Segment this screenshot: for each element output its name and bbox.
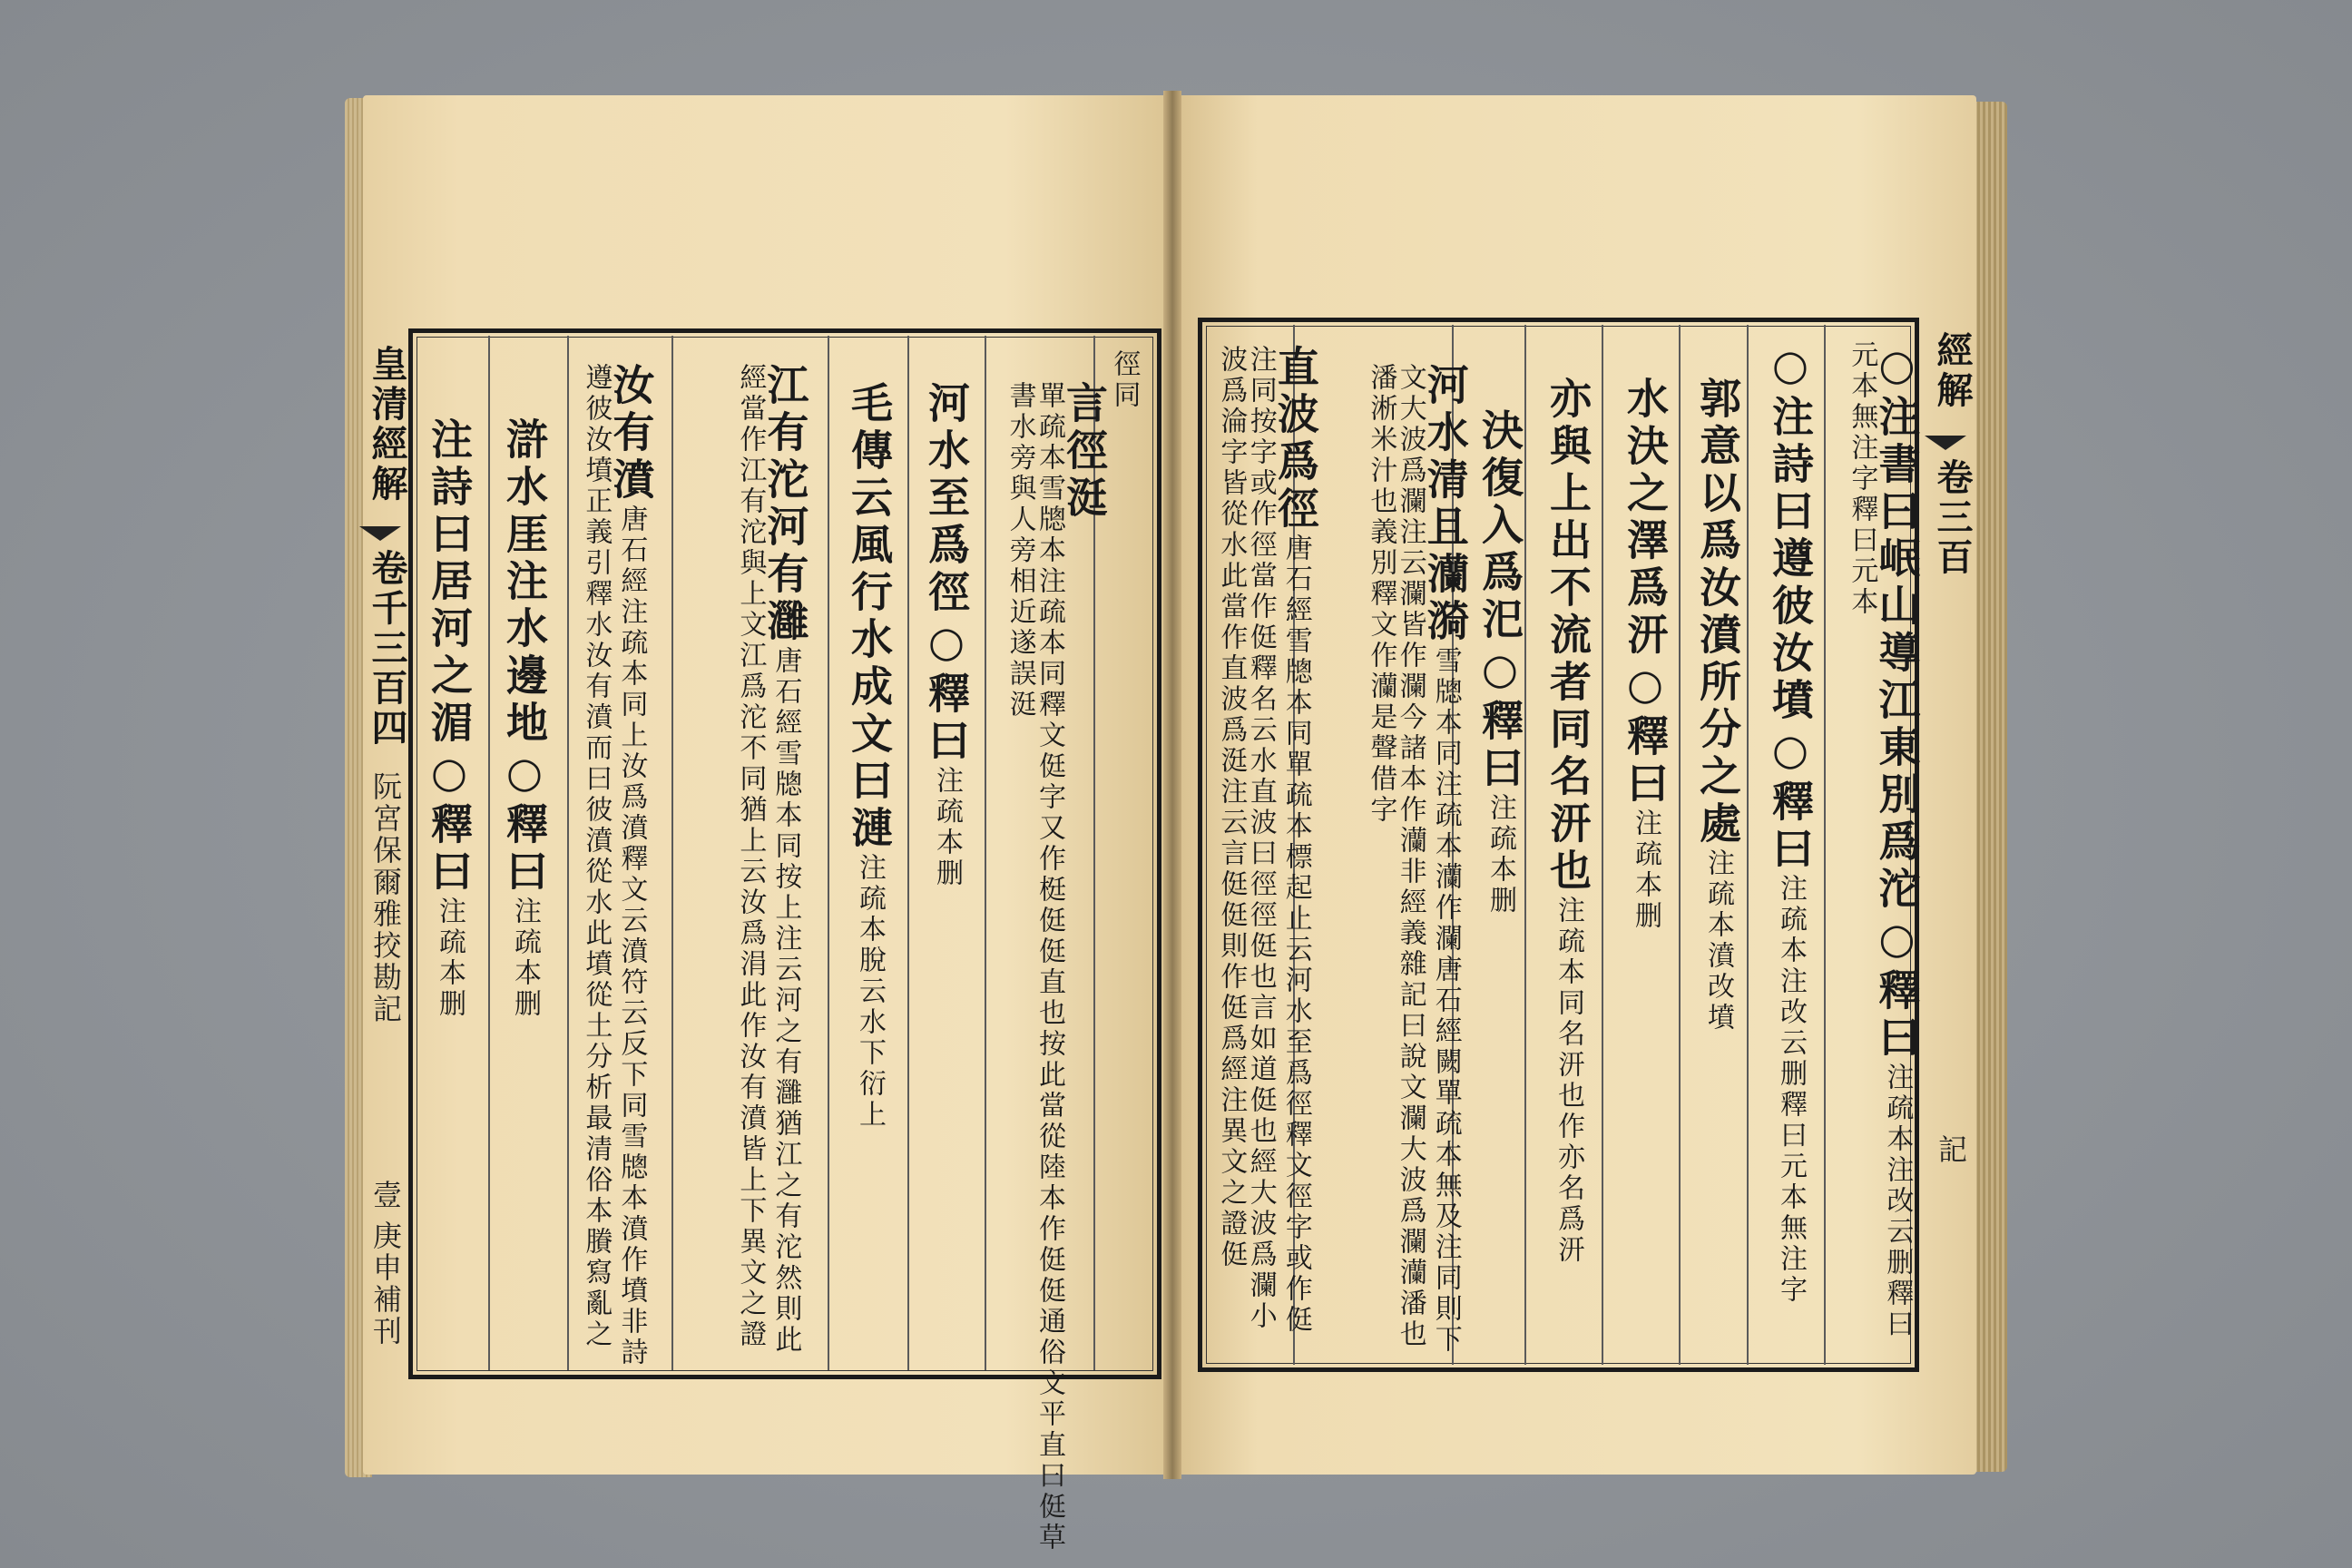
right-column-6-heading: 河水清且灡漪 <box>1420 363 1470 646</box>
column-rule <box>1524 325 1526 1365</box>
right-column-5 <box>1475 408 1524 916</box>
left-column-0-note: 徑同 <box>1108 349 1141 411</box>
right-column-1-note: 注疏本注改云删釋曰元本無注字 <box>1775 874 1807 1306</box>
right-column-6 <box>1365 363 1470 1361</box>
left-column-1-heading: 言徑涏 <box>1060 381 1109 523</box>
column-rule <box>488 336 490 1370</box>
column-rule <box>985 336 986 1370</box>
column-rule <box>1602 325 1603 1365</box>
right-margin-title: 經解 <box>1931 331 1974 411</box>
right-column-4-heading: 亦與上出不流者同名汧也 <box>1544 377 1592 896</box>
left-column-5-heading: 汝有濆 <box>606 363 656 505</box>
right-margin-tail: 記 <box>1934 1134 1968 1166</box>
left-fold-margin <box>354 336 408 1375</box>
left-column-4 <box>734 363 810 1370</box>
left-margin-title: 皇清經解 <box>366 345 408 505</box>
left-column-5-note: 唐石經注疏本同上汝爲濆釋文云濆符云反下同雪牕本濆作墳非詩遵彼汝墳正義引釋水汝有濆而曰彼濆從水此墳從土分析最清俗本賸寫亂之 <box>580 363 648 1368</box>
left-margin-volume: 卷千三百四 <box>366 549 408 749</box>
left-column-0 <box>1108 349 1141 411</box>
right-column-7-heading: 直波爲徑 <box>1270 345 1320 534</box>
right-column-2-note: 注疏本濆改墳 <box>1702 848 1734 1034</box>
right-column-5-note: 注疏本删 <box>1485 793 1516 916</box>
right-column-5-heading: 決復入爲汜○釋曰 <box>1475 408 1524 793</box>
right-column-0 <box>1846 340 1922 1361</box>
right-column-3 <box>1621 377 1670 932</box>
column-rule <box>1679 325 1681 1365</box>
right-column-7-note: 唐石經雪牕本同單疏本標起止云河水至爲徑釋文徑字或作侹注同按字或作徑當作侹釋名云水直波曰徑徑侹也言如道侹也經大波爲瀾小波爲淪字皆從水此當作直波爲涏注云言侹侹則作侹爲經注異文之證侹 <box>1215 345 1312 1336</box>
left-column-1-note: 單疏本雪牕本注疏本同釋文侹字又作梃侹侹直也按此當從陸本作侹侹通俗文平直曰侹草書水旁與人旁相近遂誤涏 <box>1004 381 1065 1553</box>
column-rule <box>1824 325 1826 1365</box>
column-rule <box>567 336 569 1370</box>
right-column-2 <box>1693 377 1742 1034</box>
left-column-2 <box>922 381 971 889</box>
left-column-7 <box>425 417 474 1020</box>
left-column-4-note: 唐石經雪牕本同按上注云河之有灉猶江之有沱然則此經當作江有沱與上文江爲沱不同猶上云汝爲涓此作汝有濆皆上下異文之證 <box>734 363 802 1356</box>
left-margin-author: 阮宮保爾雅挍勘記 <box>368 771 403 1025</box>
left-column-3 <box>845 381 894 1131</box>
right-column-4-note: 注疏本同名汧也作亦名爲汧 <box>1553 896 1584 1266</box>
column-rule <box>828 336 829 1370</box>
right-column-1-heading: ○注詩曰遵彼汝墳○釋曰 <box>1766 340 1815 874</box>
right-column-6-note: 雪牕本同注疏本灡作瀾唐石經闕單疏本無及注同則下文大波爲瀾注云瀾皆作瀾今諸本作灡非經義雜記曰說文瀾大波爲瀾灡潘也潘淅米汁也義別釋文作灡是聲借字 <box>1365 363 1462 1356</box>
left-column-2-note: 注疏本删 <box>931 766 963 889</box>
book-gutter <box>1163 91 1181 1479</box>
right-column-7 <box>1215 345 1320 1361</box>
left-column-2-heading: 河水至爲徑○釋曰 <box>922 381 971 766</box>
right-column-2-heading: 郭意以爲汝濆所分之處 <box>1693 377 1742 848</box>
left-column-3-note: 注疏本脫云水下衍上 <box>854 853 886 1131</box>
right-column-3-heading: 水決之澤爲汧○釋曰 <box>1621 377 1670 808</box>
left-column-3-heading: 毛傳云風行水成文曰漣 <box>845 381 894 853</box>
right-page-edges <box>1975 102 2007 1472</box>
left-column-1 <box>1000 381 1109 1568</box>
show-through-text <box>426 136 485 318</box>
right-fold-margin <box>1919 331 1974 1375</box>
column-rule <box>907 336 909 1370</box>
column-rule <box>671 336 673 1370</box>
left-column-6-heading: 滸水厓注水邊地○釋曰 <box>500 417 549 897</box>
fish-tail-mark <box>359 526 401 541</box>
right-column-4 <box>1544 377 1592 1361</box>
right-margin-volume: 卷三百 <box>1931 458 1974 578</box>
right-column-1 <box>1766 340 1815 1361</box>
fish-tail-mark <box>1925 436 1966 450</box>
left-column-6-note: 注疏本删 <box>509 897 541 1020</box>
left-column-6 <box>500 417 549 1020</box>
left-margin-edition: 庚申補刊 <box>368 1220 403 1348</box>
left-column-7-heading: 注詩曰居河之湄○釋曰 <box>425 417 474 897</box>
right-column-3-note: 注疏本删 <box>1630 808 1661 932</box>
left-margin-page-no: 壹 <box>368 1180 403 1211</box>
right-column-0-note: 注疏本注改云删釋曰元本無注字釋曰元本 <box>1846 340 1914 1340</box>
left-column-7-note: 注疏本删 <box>434 897 466 1020</box>
column-rule <box>1747 325 1749 1365</box>
left-column-4-heading: 江有沱河有灉 <box>760 363 810 646</box>
left-column-5 <box>580 363 656 1370</box>
right-column-0-heading: ○注書曰岷山導江東別爲沱○釋曰 <box>1872 340 1922 1063</box>
